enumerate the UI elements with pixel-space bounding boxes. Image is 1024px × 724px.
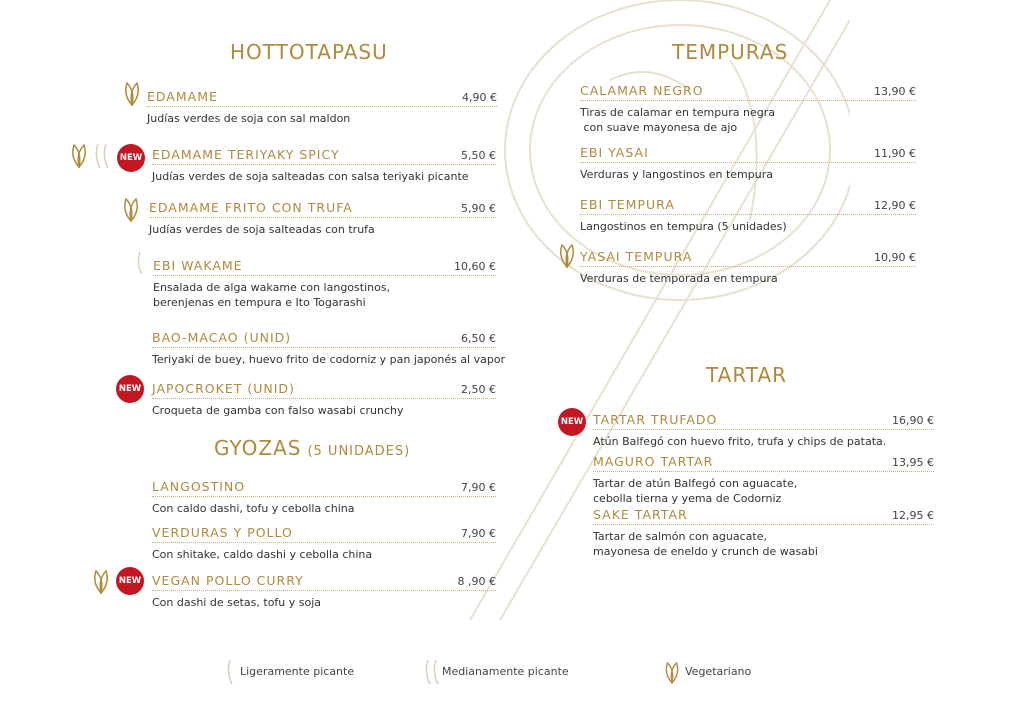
item-name: YASAI TEMPURA <box>580 249 693 264</box>
desc-line: Ensalada de alga wakame con langostinos, <box>153 281 391 294</box>
dotted-rule <box>580 100 916 101</box>
item-description: Con caldo dashi, tofu y cebolla china <box>152 502 355 515</box>
chili-icon <box>134 250 146 276</box>
item-name: EDAMAME <box>147 89 218 104</box>
chili-icon <box>422 658 442 686</box>
dotted-rule <box>152 347 496 348</box>
item-description: Con dashi de setas, tofu y soja <box>152 596 322 609</box>
dotted-rule <box>580 266 916 267</box>
item-description: Judías verdes de soja salteadas con salsa teriyaki picante <box>152 170 469 183</box>
item-name: VEGAN POLLO CURRY <box>152 573 304 588</box>
dotted-rule <box>147 106 497 107</box>
item-description: Teriyaki de buey, huevo frito de codorniz y pan japonés al vapor <box>152 353 506 366</box>
item-description: Judías verdes de soja salteadas con trufa <box>149 223 375 236</box>
chili-icon <box>92 142 112 170</box>
item-description: Con shitake, caldo dashi y cebolla china <box>152 548 373 561</box>
desc-line: con suave mayonesa de ajo <box>580 121 738 134</box>
item-name: VERDURAS Y POLLO <box>152 525 293 540</box>
leaf-icon <box>556 242 578 268</box>
item-price: 11,90 € <box>874 147 916 160</box>
dotted-rule <box>153 275 496 276</box>
item-price: 8 ,90 € <box>457 575 496 588</box>
section-title-hottotapasu: HOTTOTAPASU <box>230 40 388 64</box>
leaf-icon <box>662 660 682 684</box>
item-price: 12,90 € <box>874 199 916 212</box>
section-title-tartar: TARTAR <box>706 363 788 387</box>
desc-line: Tartar de atún Balfegó con aguacate, <box>593 477 798 490</box>
item-description: Verduras de temporada en tempura <box>580 272 778 285</box>
desc-line: berenjenas en tempura e Ito Togarashi <box>153 296 366 309</box>
leaf-icon <box>68 142 90 168</box>
legend-medium-spicy: Medianamente picante <box>442 665 569 678</box>
item-price: 13,95 € <box>892 456 934 469</box>
item-price: 13,90 € <box>874 85 916 98</box>
item-name: LANGOSTINO <box>152 479 246 494</box>
gyozas-title-text: GYOZAS <box>214 436 302 460</box>
item-price: 2,50 € <box>461 383 496 396</box>
item-price: 4,90 € <box>462 91 497 104</box>
desc-line: cebolla tierna y yema de Codorniz <box>593 492 782 505</box>
item-price: 12,95 € <box>892 509 934 522</box>
dotted-rule <box>149 217 496 218</box>
new-badge: NEW <box>116 375 144 403</box>
item-description <box>593 476 797 506</box>
dotted-rule <box>152 496 496 497</box>
legend-vegetarian: Vegetariano <box>685 665 752 678</box>
item-name: JAPOCROKET (UNID) <box>152 381 295 396</box>
desc-line: Tiras de calamar en tempura negra <box>580 106 775 119</box>
item-description: Atún Balfegó con huevo frito, trufa y chips de patata. <box>593 435 887 448</box>
desc-line: mayonesa de eneldo y crunch de wasabi <box>593 545 818 558</box>
section-title-gyozas <box>214 436 410 460</box>
gyozas-subtitle: (5 UNIDADES) <box>307 444 411 459</box>
dotted-rule <box>152 398 496 399</box>
new-badge: NEW <box>558 408 586 436</box>
item-name: MAGURO TARTAR <box>593 454 714 469</box>
legend-mild-spicy: Ligeramente picante <box>240 665 355 678</box>
item-name: EBI TEMPURA <box>580 197 675 212</box>
new-badge: NEW <box>116 567 144 595</box>
item-description <box>153 280 390 310</box>
leaf-icon <box>121 80 143 106</box>
item-price: 5,50 € <box>461 149 496 162</box>
dotted-rule <box>152 542 496 543</box>
dotted-rule <box>152 590 496 591</box>
item-name: EDAMAME FRITO CON TRUFA <box>149 200 353 215</box>
dotted-rule <box>593 429 934 430</box>
new-badge: NEW <box>117 144 145 172</box>
item-price: 5,90 € <box>461 202 496 215</box>
section-title-tempuras: TEMPURAS <box>672 40 789 64</box>
dotted-rule <box>593 524 934 525</box>
item-price: 16,90 € <box>892 414 934 427</box>
item-name: CALAMAR NEGRO <box>580 83 704 98</box>
item-name: SAKE TARTAR <box>593 507 688 522</box>
item-price: 6,50 € <box>461 332 496 345</box>
item-price: 7,90 € <box>461 527 496 540</box>
chili-icon <box>224 658 236 686</box>
item-name: EBI YASAI <box>580 145 649 160</box>
leaf-icon <box>90 568 112 594</box>
dotted-rule <box>152 164 496 165</box>
dotted-rule <box>580 162 916 163</box>
item-description <box>593 529 818 559</box>
item-description: Verduras y langostinos en tempura <box>580 168 773 181</box>
item-description: Judías verdes de soja con sal maldon <box>147 112 351 125</box>
dotted-rule <box>593 471 934 472</box>
item-name: BAO-MACAO (UNID) <box>152 330 292 345</box>
dotted-rule <box>580 214 916 215</box>
item-name: TARTAR TRUFADO <box>593 412 718 427</box>
item-name: EDAMAME TERIYAKY SPICY <box>152 147 340 162</box>
item-name: EBI WAKAME <box>153 258 243 273</box>
item-description <box>580 105 775 135</box>
leaf-icon <box>120 196 142 222</box>
item-price: 10,90 € <box>874 251 916 264</box>
item-price: 7,90 € <box>461 481 496 494</box>
item-price: 10,60 € <box>454 260 496 273</box>
desc-line: Tartar de salmón con aguacate, <box>593 530 767 543</box>
item-description: Croqueta de gamba con falso wasabi crunchy <box>152 404 404 417</box>
item-description: Langostinos en tempura (5 unidades) <box>580 220 787 233</box>
